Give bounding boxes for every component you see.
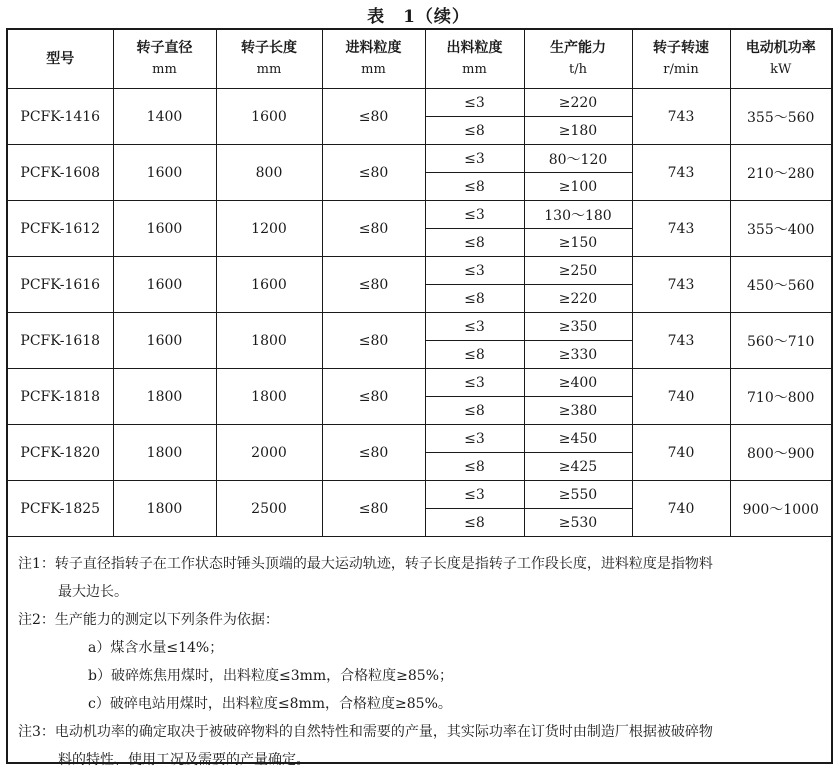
cell-capacity: ≥180 (524, 117, 632, 145)
cell-output: ≤8 (425, 509, 524, 537)
cell-power: 355～400 (730, 201, 831, 257)
cell-length: 1600 (216, 257, 322, 313)
cell-output: ≤8 (425, 117, 524, 145)
cell-speed: 743 (632, 201, 730, 257)
cell-power: 710～800 (730, 369, 831, 425)
cell-feed: ≤80 (322, 369, 425, 425)
cell-diameter: 1600 (113, 313, 216, 369)
cell-capacity: ≥425 (524, 453, 632, 481)
table-row (8, 201, 831, 229)
cell-feed: ≤80 (322, 257, 425, 313)
cell-output: ≤3 (425, 369, 524, 397)
cell-speed: 743 (632, 89, 730, 145)
cell-output: ≤3 (425, 89, 524, 117)
cell-length: 1200 (216, 201, 322, 257)
cell-capacity: ≥550 (524, 481, 632, 509)
table-row (8, 313, 831, 341)
cell-capacity: 130～180 (524, 201, 632, 229)
cell-feed: ≤80 (322, 145, 425, 201)
cell-capacity: ≥530 (524, 509, 632, 537)
cell-model: PCFK-1820 (8, 425, 113, 481)
note-3: 注3：电动机功率的确定取决于被破碎物料的自然特性和需要的产量，其实际功率在订货时由制造厂根据被破碎物 (18, 724, 713, 740)
cell-power: 450～560 (730, 257, 831, 313)
cell-diameter: 1600 (113, 257, 216, 313)
cell-capacity: ≥330 (524, 341, 632, 369)
cell-output: ≤8 (425, 453, 524, 481)
cell-capacity: 80～120 (524, 145, 632, 173)
cell-power: 355～560 (730, 89, 831, 145)
cell-output: ≤8 (425, 285, 524, 313)
cell-speed: 743 (632, 313, 730, 369)
cell-diameter: 1800 (113, 369, 216, 425)
note-2-item-a: a）煤含水量≤14%； (88, 640, 224, 656)
cell-length: 1800 (216, 313, 322, 369)
cell-model: PCFK-1612 (8, 201, 113, 257)
cell-capacity: ≥400 (524, 369, 632, 397)
cell-length: 800 (216, 145, 322, 201)
table-notes (8, 544, 831, 774)
cell-output: ≤3 (425, 201, 524, 229)
cell-speed: 740 (632, 425, 730, 481)
spec-table-frame (6, 28, 833, 768)
cell-power: 800～900 (730, 425, 831, 481)
note-2-item-b: b）破碎炼焦用煤时，出料粒度≤3mm，合格粒度≥85%； (88, 668, 453, 684)
cell-speed: 740 (632, 369, 730, 425)
note-2: 注2：生产能力的测定以下列条件为依据： (18, 612, 279, 628)
cell-speed: 743 (632, 257, 730, 313)
cell-output: ≤3 (425, 425, 524, 453)
cell-feed: ≤80 (322, 89, 425, 145)
cell-output: ≤3 (425, 313, 524, 341)
table-row (8, 481, 831, 509)
cell-capacity: ≥350 (524, 313, 632, 341)
cell-output: ≤3 (425, 257, 524, 285)
note-1-continued: 最大边长。 (58, 584, 128, 600)
cell-capacity: ≥220 (524, 285, 632, 313)
cell-diameter: 1400 (113, 89, 216, 145)
cell-model: PCFK-1618 (8, 313, 113, 369)
cell-model: PCFK-1825 (8, 481, 113, 537)
header-capacity: 生产能力 t/h (524, 30, 632, 89)
cell-model: PCFK-1416 (8, 89, 113, 145)
cell-capacity: ≥100 (524, 173, 632, 201)
cell-output: ≤8 (425, 229, 524, 257)
cell-length: 1800 (216, 369, 322, 425)
cell-length: 2000 (216, 425, 322, 481)
cell-output: ≤8 (425, 341, 524, 369)
table-row (8, 145, 831, 173)
cell-feed: ≤80 (322, 313, 425, 369)
cell-speed: 740 (632, 481, 730, 537)
cell-power: 210～280 (730, 145, 831, 201)
cell-capacity: ≥380 (524, 397, 632, 425)
cell-output: ≤8 (425, 397, 524, 425)
header-power: 电动机功率 kW (730, 30, 831, 89)
note-3-continued: 料的特性、使用工况及需要的产量确定。 (58, 752, 310, 768)
header-row (8, 30, 831, 89)
header-length: 转子长度 mm (216, 30, 322, 89)
cell-feed: ≤80 (322, 481, 425, 537)
cell-feed: ≤80 (322, 425, 425, 481)
cell-length: 2500 (216, 481, 322, 537)
cell-capacity: ≥450 (524, 425, 632, 453)
cell-feed: ≤80 (322, 201, 425, 257)
spec-table (8, 30, 831, 537)
cell-power: 560～710 (730, 313, 831, 369)
header-output-size: 出料粒度 mm (425, 30, 524, 89)
cell-diameter: 1800 (113, 481, 216, 537)
cell-capacity: ≥150 (524, 229, 632, 257)
cell-model: PCFK-1616 (8, 257, 113, 313)
cell-model: PCFK-1608 (8, 145, 113, 201)
cell-diameter: 1800 (113, 425, 216, 481)
cell-power: 900～1000 (730, 481, 831, 537)
table-row (8, 369, 831, 397)
note-2-item-c: c）破碎电站用煤时，出料粒度≤8mm，合格粒度≥85%。 (88, 696, 452, 712)
table-row (8, 257, 831, 285)
cell-capacity: ≥250 (524, 257, 632, 285)
header-feed-size: 进料粒度 mm (322, 30, 425, 89)
cell-diameter: 1600 (113, 201, 216, 257)
note-1: 注1：转子直径指转子在工作状态时锤头顶端的最大运动轨迹，转子长度是指转子工作段长度，进料粒度是指物料 (18, 556, 713, 572)
table-caption: 表 1（续） (367, 7, 470, 27)
table-row (8, 425, 831, 453)
cell-model: PCFK-1818 (8, 369, 113, 425)
cell-output: ≤8 (425, 173, 524, 201)
cell-diameter: 1600 (113, 145, 216, 201)
cell-speed: 743 (632, 145, 730, 201)
table-row (8, 89, 831, 117)
cell-output: ≤3 (425, 145, 524, 173)
header-diameter: 转子直径 mm (113, 30, 216, 89)
cell-output: ≤3 (425, 481, 524, 509)
header-speed: 转子转速 r/min (632, 30, 730, 89)
cell-length: 1600 (216, 89, 322, 145)
cell-capacity: ≥220 (524, 89, 632, 117)
header-model: 型号 (8, 30, 113, 89)
